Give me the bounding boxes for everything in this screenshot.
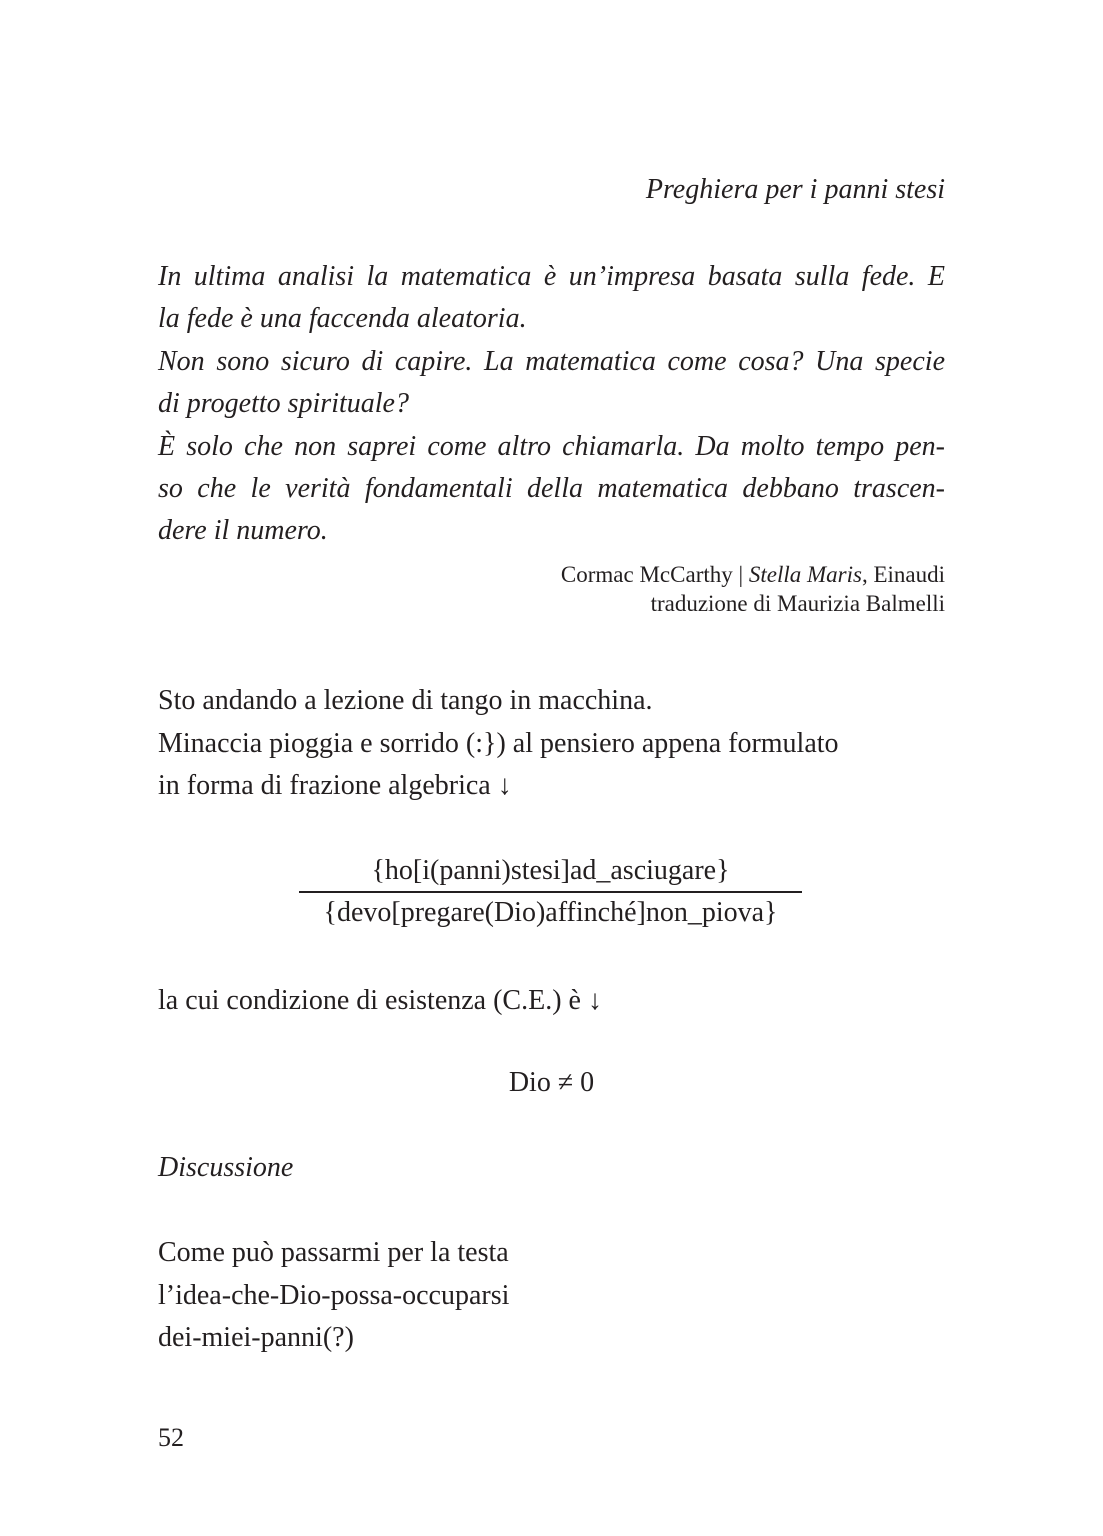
discussion-heading: Discussione xyxy=(158,1152,294,1183)
condition-paragraph xyxy=(158,980,602,1023)
closing-line: l’idea-che-Dio-possa-occuparsi xyxy=(158,1279,510,1311)
fraction-numerator: {ho[i(panni)stesi]ad_asciugare} xyxy=(299,852,802,893)
closing-line: dei-miei-panni(?) xyxy=(158,1322,354,1353)
attribution-work: Stella Maris xyxy=(748,562,862,587)
intro-line: Minaccia pioggia e sorrido (:}) al pensiero appena formulato xyxy=(158,727,839,759)
closing-stanza xyxy=(158,1232,509,1360)
epigraph-line: di progetto spirituale? xyxy=(158,388,409,420)
epigraph-attribution xyxy=(561,560,945,618)
epigraph-line: È solo che non saprei come altro chiamarla. Da molto tempo pen- xyxy=(158,430,945,462)
epigraph-line: dere il numero. xyxy=(158,515,328,547)
condition-line: la cui condizione di esistenza (C.E.) è ↓ xyxy=(158,985,602,1016)
epigraph-line: la fede è una faccenda aleatoria. xyxy=(158,303,527,335)
epigraph-line: Non sono sicuro di capire. La matematica come cosa? Una specie xyxy=(158,345,945,377)
attribution-author: Cormac McCarthy xyxy=(560,562,733,587)
closing-line: Come può passarmi per la testa xyxy=(158,1237,509,1268)
fraction-denominator: {devo[pregare(Dio)affinché]non_piova} xyxy=(323,897,778,928)
epigraph-line: In ultima analisi la matematica è un’impresa basata sulla fede. E xyxy=(158,261,945,292)
intro-line: Sto andando a lezione di tango in macchina. xyxy=(158,685,653,716)
epigraph-line: so che le verità fondamentali della matematica debbano trascen- xyxy=(158,472,945,504)
condition-formula: Dio ≠ 0 xyxy=(508,1067,595,1098)
book-page xyxy=(158,0,945,1536)
running-title: Preghiera per i panni stesi xyxy=(645,174,945,205)
algebraic-fraction xyxy=(299,852,802,933)
attribution-translation: traduzione di Maurizia Balmelli xyxy=(650,591,945,616)
page-number: 52 xyxy=(158,1423,184,1452)
attribution-publisher: , Einaudi xyxy=(861,562,945,587)
attribution-source xyxy=(561,560,945,589)
intro-line: in forma di frazione algebrica ↓ xyxy=(158,770,512,801)
attribution-separator: | xyxy=(732,562,749,587)
epigraph xyxy=(158,256,945,553)
intro-paragraph xyxy=(158,680,839,808)
